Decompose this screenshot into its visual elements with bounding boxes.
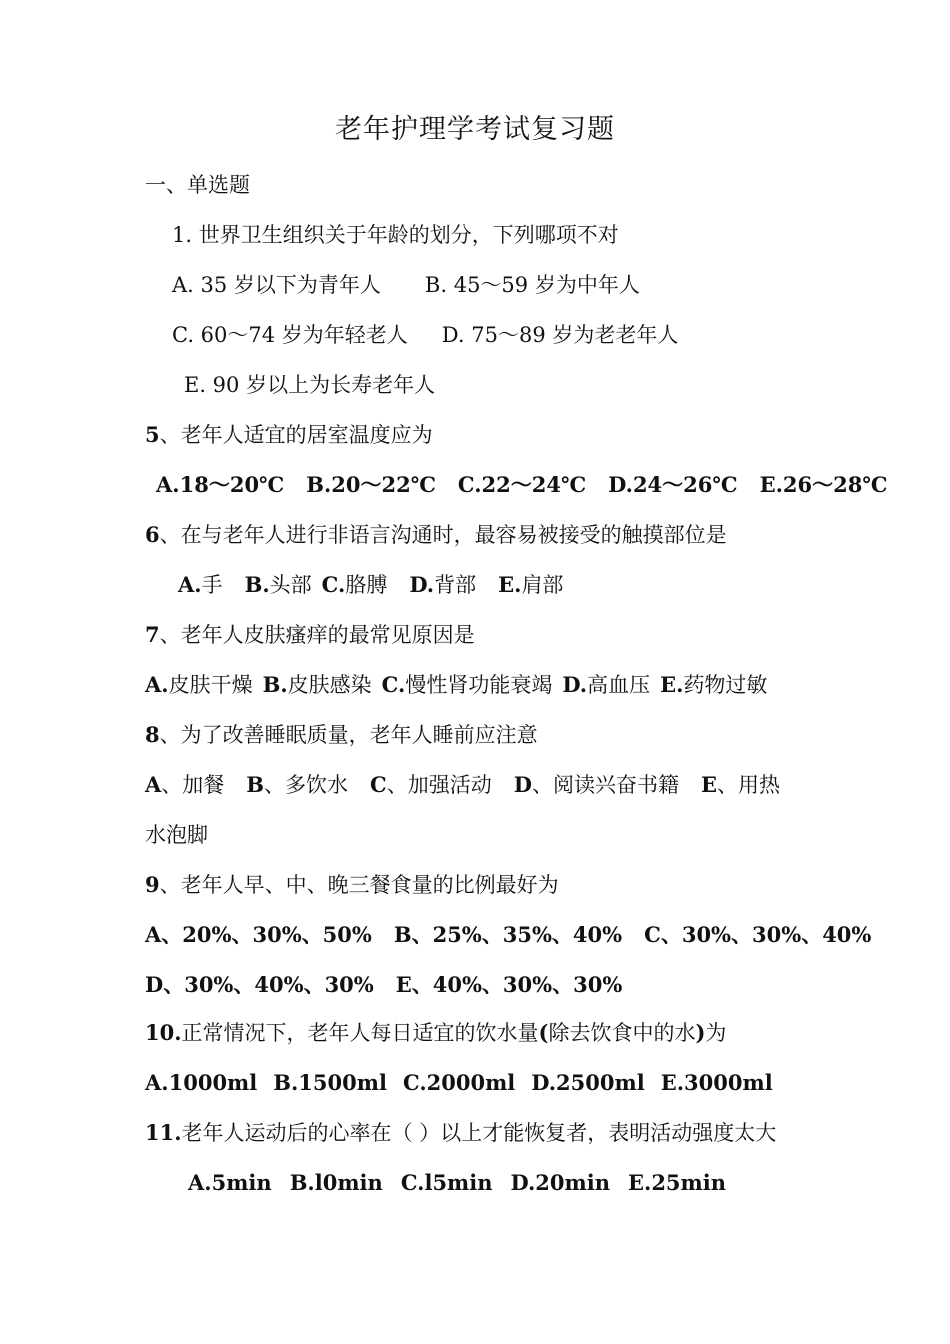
q1-option-b: B. 45～59 岁为中年人 [424,273,640,297]
q9-options-row2 [145,970,622,1000]
q8-option-c: C、加强活动 [370,772,492,797]
q9-option-a: A、20%、30%、50% [145,922,372,947]
document-title: 老年护理学考试复习题 [335,114,615,145]
q8-options [145,770,780,800]
q10-paren-close: ) [695,1020,706,1045]
q10-paren-open: ( [538,1020,549,1045]
q5-options [156,470,888,500]
q11-option-c: C.l5min [400,1170,493,1195]
q1-options-row2 [172,320,678,350]
q5-option-e: E.26～28℃ [759,472,888,497]
q9-text: 、老年人早、中、晚三餐食量的比例最好为 [159,873,559,897]
q10-stem [145,1018,726,1048]
q7-options [145,670,767,700]
q6-option-a: A.手 [178,572,223,597]
q11-option-b: B.l0min [289,1170,383,1195]
q6-option-d: D.背部 [409,572,477,597]
q6-number: 6 [145,522,160,547]
q11-stem [145,1118,776,1148]
q7-option-b: B.皮肤感染 [262,672,372,697]
q10-text-a: 正常情况下，老年人每日适宜的饮水量 [181,1021,539,1045]
q10-number: 10. [145,1020,182,1045]
q9-option-e: E、40%、30%、30% [395,972,623,997]
q10-option-a: A.1000ml [145,1070,258,1095]
q6-option-e: E.肩部 [498,572,564,597]
q7-option-a: A.皮肤干燥 [145,672,253,697]
q6-option-c: C.胳膊 [321,572,388,597]
q8-number: 8 [145,722,160,747]
q6-option-b: B.头部 [244,572,312,597]
q9-number: 9 [145,872,160,897]
q9-stem [145,870,559,900]
q7-number: 7 [145,622,160,647]
q5-option-b: B.20～22℃ [306,472,436,497]
q10-text-e: 为 [705,1021,727,1045]
q5-stem [145,420,433,450]
q10-option-e: E.3000ml [660,1070,773,1095]
q11-option-d: D.20min [510,1170,610,1195]
q1-option-c: C. 60～74 岁为年轻老人 [172,323,408,347]
q10-option-d: D.2500ml [531,1070,645,1095]
q8-stem [145,720,538,750]
q7-option-c: C.慢性肾功能衰竭 [381,672,553,697]
q11-text: 老年人运动后的心率在（ ）以上才能恢复者，表明活动强度太大 [181,1121,777,1145]
section-heading: 一、单选题 [145,173,250,197]
q8-option-b: B、多饮水 [246,772,349,797]
q7-option-e: E.药物过敏 [660,672,768,697]
q11-option-a: A.5min [188,1170,272,1195]
q1-options-row1 [172,270,640,300]
q8-option-d: D、阅读兴奋书籍 [513,772,679,797]
q9-option-c: C、30%、30%、40% [644,922,872,947]
q9-options-row1 [145,920,871,950]
q10-text-c: 除去饮食中的水 [548,1021,696,1045]
q6-stem [145,520,727,550]
q11-option-e: E.25min [628,1170,727,1195]
q8-text: 、为了改善睡眠质量，老年人睡前应注意 [159,723,538,747]
q5-option-d: D.24～26℃ [608,472,738,497]
q1-option-a: A. 35 岁以下为青年人 [172,273,381,297]
q7-option-d: D.高血压 [562,672,651,697]
q7-text: 、老年人皮肤瘙痒的最常见原因是 [159,623,475,647]
q1-stem: 1. 世界卫生组织关于年龄的划分，下列哪项不对 [172,223,619,247]
q8-option-a: A、加餐 [145,772,225,797]
q11-number: 11. [145,1120,182,1145]
q10-option-c: C.2000ml [402,1070,516,1095]
q7-stem [145,620,475,650]
q10-option-b: B.1500ml [273,1070,387,1095]
q6-text: 、在与老年人进行非语言沟通时，最容易被接受的触摸部位是 [159,523,727,547]
q11-options [188,1168,726,1198]
q9-option-b: B、25%、35%、40% [393,922,623,947]
q5-option-c: C.22～24℃ [457,472,587,497]
q5-number: 5 [145,422,160,447]
q8-option-e: E、用热 [700,772,780,797]
q6-options [178,570,563,600]
q10-options [145,1068,773,1098]
q9-option-d: D、30%、40%、30% [145,972,374,997]
q5-option-a: A.18～20℃ [156,472,285,497]
q8-option-e-continued: 水泡脚 [145,823,208,847]
q5-text: 、老年人适宜的居室温度应为 [159,423,433,447]
q1-option-e: E. 90 岁以上为长寿老年人 [184,373,436,397]
q1-option-d: D. 75～89 岁为老老年人 [441,323,679,347]
